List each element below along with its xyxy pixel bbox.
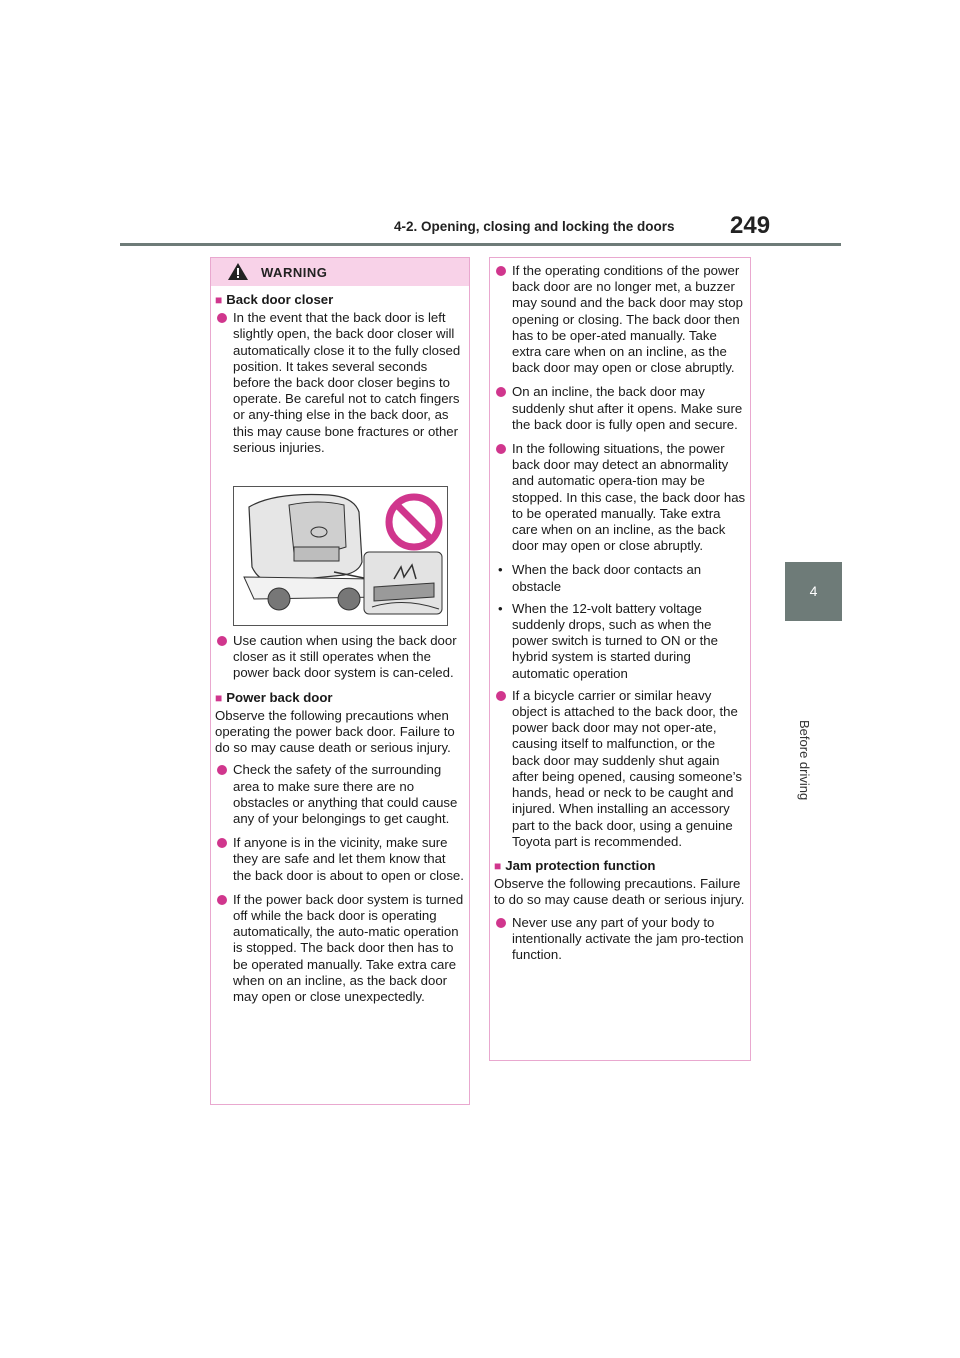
bullet-text: If anyone is in the vicinity, make sure they are safe and let them know that the back door is about to open or close. — [233, 835, 464, 883]
warning-box-right — [489, 257, 751, 1061]
bullet-text: If the operating conditions of the power back door are no longer met, a buzzer may sound and the back door may stop opening or closing. The back door then has to be oper-ated manually. Take extra care when on an incline, as the back door may open or close abruptly. — [512, 263, 743, 376]
warning-content-bottom — [211, 633, 469, 1013]
bullet-item — [215, 633, 465, 682]
bullet-dot-icon — [496, 444, 506, 454]
bullet-item — [215, 310, 465, 456]
bullet-dot-icon — [496, 918, 506, 928]
warning-header — [211, 258, 469, 286]
section-heading-text: Back door closer — [226, 292, 334, 307]
warning-triangle-icon — [227, 262, 249, 281]
bullet-dot-icon — [496, 266, 506, 276]
bullet-text: In the event that the back door is left slightly open, the back door closer will automatically close it to the fully closed position. It takes several seconds before the back door closer begins to operate. Be careful not to catch fingers or any-thing else in the back door, as this may cause bone fractures or other serious injuries. — [233, 310, 461, 455]
bullet-text: Never use any part of your body to intentionally activate the jam pro-tection function. — [512, 914, 744, 962]
bullet-dot-icon — [217, 313, 227, 323]
dash-item: • When the back door contacts an obstacle — [498, 562, 702, 594]
bullet-text: Check the safety of the surrounding area to make sure there are no obstacles or anything that could cause any of your belongings to get caught. — [233, 762, 458, 827]
bullet-text: If a bicycle carrier or similar heavy object is attached to the back door, the power back door may not oper-ate, causing itself to malfunction, or the back door may suddenly shut again after being opened, causing someone’s hands, head or neck to be caught and injured. When installing an accessory part to the back door, using a genuine Toyota part is recommended. — [512, 687, 742, 849]
bullet-text: In the following situations, the power back door may detect an abnormality and automatic opera-tion may be stopped. In this case, the back door has to be operated manually. Take extra care when on an incline, as the back door may open or close abruptly. — [512, 441, 746, 554]
bullet-dot-icon — [496, 691, 506, 701]
warning-label: WARNING — [261, 265, 328, 280]
bullet-item — [494, 915, 746, 964]
car-back-door-illustration — [234, 487, 447, 625]
paragraph: Observe the following precautions. Failure to do so may cause death or serious injury. — [494, 876, 745, 908]
header-title: 4-2. Opening, closing and locking the doors — [394, 219, 675, 234]
bullet-item — [494, 441, 746, 554]
section-heading: ■ Back door closer — [215, 292, 334, 307]
section-heading-text: Jam protection function — [505, 857, 656, 873]
bullet-dot-icon — [217, 895, 227, 905]
bullet-dot-icon — [496, 387, 506, 397]
dash-text: When the 12-volt battery voltage suddenly drops, such as when the power switch is turned to ON or the hybrid system is started during automatic operation — [512, 600, 718, 681]
section-heading-text: Power back door — [226, 689, 333, 705]
section-heading: ■ Jam protection function — [494, 857, 656, 873]
bullet-dot-icon — [217, 636, 227, 646]
page-number: 249 — [730, 212, 771, 239]
section-heading: ■ Power back door — [215, 689, 333, 705]
dash-text: When the back door contacts an obstacle — [512, 562, 702, 594]
chapter-tab: 4 — [785, 562, 842, 621]
bullet-item — [215, 835, 465, 884]
bullet-dot-icon — [217, 838, 227, 848]
dash-item: • When the 12-volt battery voltage suddenly drops, such as when the power switch is turned to ON or the hybrid system is started during automatic operation — [498, 600, 718, 681]
illustration-back-door — [233, 486, 448, 626]
bullet-text: On an incline, the back door may suddenly shut after it opens. Make sure the back door is fully open and secure. — [512, 384, 743, 432]
chapter-label: Before driving — [797, 720, 812, 801]
bullet-text: Use caution when using the back door closer as it still operates when the power back door system is can-celed. — [233, 633, 457, 681]
bullet-item — [215, 892, 465, 1005]
bullet-item — [494, 384, 746, 433]
bullet-text: If the power back door system is turned off while the back door is operating automatically, the auto-matic operation is stopped. The back door then has to be operated manually. Take extra care when on an incline, as the back door may open or close unexpectedly. — [233, 891, 464, 1005]
bullet-item — [494, 688, 746, 850]
bullet-dot-icon — [217, 765, 227, 775]
warning-content-top — [211, 292, 469, 464]
warning-box-left — [210, 257, 470, 1105]
bullet-item — [494, 263, 746, 376]
bullet-item — [215, 762, 465, 827]
warning-content-right — [490, 263, 750, 971]
paragraph: Observe the following precautions when operating the power back door. Failure to do so may cause death or serious injury. — [215, 707, 455, 756]
header-rule — [120, 243, 841, 246]
